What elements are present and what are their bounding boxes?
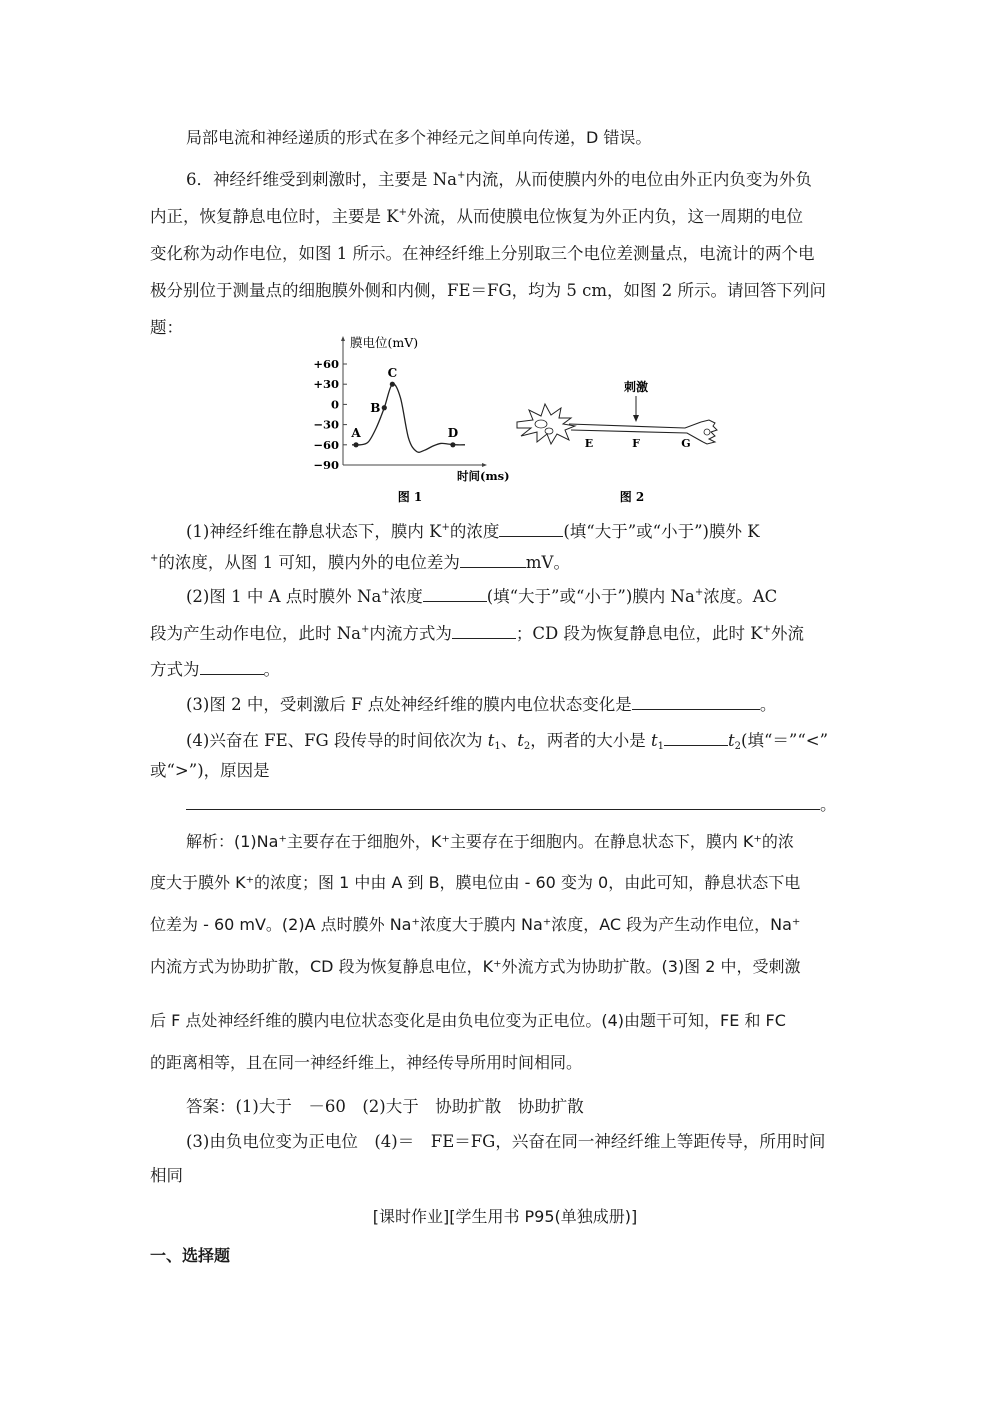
answer-line-3: 相同: [150, 1166, 183, 1185]
superscript: +: [361, 624, 370, 635]
answer-blank[interactable]: [423, 585, 487, 602]
stem-text: 神经纤维受到刺激时，主要是 Na: [213, 170, 458, 189]
fig1-axes: [341, 336, 487, 467]
text: 外流: [770, 624, 804, 643]
question-stem-line-3: 变化称为动作电位，如图 1 所示。在神经纤维上分别取三个电位差测量点，电流计的两个电: [150, 244, 815, 263]
text: 浓度: [389, 587, 423, 606]
answer-line-2: (3)由负电位变为正电位 (4)＝ FE＝FG，兴奋在同一神经纤维上等距传导，所用时间: [186, 1132, 826, 1151]
fig1-y-tick-label: −60: [313, 437, 339, 452]
subscript: 2: [734, 741, 742, 752]
superscript: +: [150, 553, 159, 564]
subquestion-4-line-2: 或“>”)，原因是: [150, 761, 270, 780]
fig1-point-d: [450, 442, 455, 447]
subquestion-4-line-1: [150, 729, 860, 751]
fig1-y-tick-label: −90: [313, 458, 339, 472]
text: (填“大于”或“小于”)膜内 Na: [486, 587, 695, 606]
fig1-membrane-potential-curve: [352, 384, 465, 452]
fig2-caption: 图 2: [619, 490, 645, 504]
text: ，两者的大小是: [530, 731, 652, 750]
text: 、: [500, 731, 518, 750]
text: (填“＝”“<”: [741, 731, 829, 750]
text: 浓度。AC: [703, 587, 778, 606]
answer-blank[interactable]: [499, 520, 563, 537]
answer-blank[interactable]: [632, 693, 760, 710]
fig1-x-axis-label: 时间(ms): [457, 469, 510, 483]
figure-1-action-potential-graph: [300, 330, 520, 510]
subscript: 2: [523, 741, 531, 752]
continuation-text: 局部电流和神经递质的形式在多个神经元之间单向传递，D 错误。: [186, 128, 652, 147]
subquestion-3: [150, 693, 860, 715]
question-stem-line-1: [150, 170, 860, 190]
nucleus-icon: [535, 420, 547, 428]
fig1-point-label: C: [387, 366, 398, 381]
fig1-point-a: [353, 442, 358, 447]
analysis-line-3: 位差为 - 60 mV。(2)A 点时膜外 Na⁺浓度大于膜内 Na⁺浓度，AC 段为产生动作电位，Na⁺: [150, 915, 801, 934]
fig1-point-label: D: [447, 425, 459, 440]
superscript: +: [694, 587, 704, 598]
fig1-y-tick-label: +60: [313, 357, 339, 371]
figure-2-neuron-diagram: [505, 360, 745, 510]
superscript: +: [441, 522, 450, 533]
text: 。: [759, 695, 777, 714]
section-reference: [课时作业][学生用书 P95(单独成册)]: [372, 1207, 638, 1226]
text: (填“大于”或“小于”)膜外 K: [563, 522, 760, 541]
point-label-f: F: [632, 437, 640, 450]
fig1-y-tick-label: 0: [330, 397, 339, 412]
text: 的浓度: [449, 522, 500, 541]
answer-blank[interactable]: [664, 729, 728, 746]
analysis-line-4: 内流方式为协助扩散，CD 段为恢复静息电位，K⁺外流方式为协助扩散。(3)图 2 中，受刺激: [150, 957, 801, 976]
analysis-line-5: 后 F 点处神经纤维的膜内电位状态变化是由负电位变为正电位。(4)由题干可知，FE 和 FC: [150, 1011, 786, 1030]
answer-blank[interactable]: [200, 658, 264, 675]
text: (2)图 1 中 A 点时膜外 Na: [186, 587, 382, 606]
var-t: t: [651, 731, 658, 750]
subquestion-2-line-1: [150, 585, 860, 607]
fig1-caption: 图 1: [397, 490, 423, 504]
text: 段为产生动作电位，此时 Na: [150, 624, 362, 643]
answer-line-1: 答案：(1)大于 －60 (2)大于 协助扩散 协助扩散: [186, 1097, 584, 1116]
fig1-y-tick-label: −30: [313, 417, 339, 432]
answer-blank[interactable]: [452, 622, 516, 639]
fig1-y-arrow-icon: [341, 336, 345, 341]
subquestion-2-line-2: [150, 622, 860, 644]
text: 。: [820, 795, 837, 814]
subquestion-1-line-1: [150, 520, 860, 542]
fig1-point-b: [382, 405, 387, 410]
point-label-g: G: [681, 437, 691, 450]
var-t: t: [517, 731, 524, 750]
subscript: 1: [657, 741, 665, 752]
subquestion-2-line-3: [150, 658, 860, 680]
var-t: t: [487, 731, 495, 750]
question-stem-line-5: 题：: [150, 318, 183, 337]
fig1-points: [350, 366, 458, 447]
question-number: 6．: [186, 170, 213, 189]
superscript: +: [457, 170, 466, 181]
question-stem-line-2: [150, 207, 860, 227]
analysis-line-1: 解析：(1)Na⁺主要存在于细胞外，K⁺主要存在于细胞内。在静息状态下，膜内 K⁺的浓: [186, 832, 794, 851]
text: 。: [263, 660, 280, 679]
fig1-point-label: B: [370, 400, 381, 415]
fig1-ticks: [313, 357, 347, 472]
text: (1)神经纤维在静息状态下，膜内 K: [186, 522, 442, 541]
stem-text: 内正，恢复静息电位时，主要是 K: [150, 207, 399, 226]
section-heading: 一、选择题: [150, 1246, 231, 1265]
superscript: +: [381, 587, 390, 598]
stem-text: 外流，从而使膜电位恢复为外正内负，这一周期的电位: [406, 207, 803, 226]
text: 内流方式为: [369, 624, 452, 643]
text: (3)图 2 中，受刺激后 F 点处神经纤维的膜内电位状态变化是: [186, 695, 632, 714]
analysis-line-6: 的距离相等，且在同一神经纤维上，神经传导所用时间相同。: [150, 1053, 583, 1072]
subquestion-4-line-3: [150, 793, 860, 815]
superscript: +: [398, 207, 407, 218]
answer-blank-reason[interactable]: [186, 793, 820, 810]
stem-text: 内流，从而使膜内外的电位由外正内负变为外负: [465, 170, 812, 189]
subquestion-1-line-2: [150, 551, 860, 573]
text: (4)兴奋在 FE、FG 段传导的时间依次为: [186, 731, 488, 750]
text: mV。: [525, 553, 570, 572]
fig1-y-axis-label: 膜电位(mV): [350, 335, 419, 350]
analysis-line-2: 度大于膜外 K⁺的浓度；图 1 中由 A 到 B，膜电位由 - 60 变为 0，由此可知，静息状态下电: [150, 873, 801, 892]
superscript: +: [762, 624, 771, 635]
fig1-x-arrow-icon: [482, 463, 487, 467]
arrow-head-icon: [633, 415, 639, 422]
axon-fiber: [569, 422, 701, 428]
text: ；CD 段为恢复静息电位，此时 K: [515, 624, 763, 643]
subscript: 1: [494, 741, 501, 752]
answer-blank[interactable]: [460, 551, 526, 568]
fig1-point-label: A: [351, 425, 361, 440]
fig1-point-c: [390, 382, 395, 387]
point-label-e: E: [584, 437, 594, 450]
question-stem-line-4: 极分别位于测量点的细胞膜外侧和内侧，FE＝FG，均为 5 cm，如图 2 所示。请回答下列问: [150, 281, 826, 300]
text: 方式为: [150, 660, 200, 679]
var-t: t: [728, 731, 735, 750]
fig1-y-tick-label: +30: [313, 377, 339, 392]
axon-terminal-icon: [701, 420, 717, 444]
stimulus-label: 刺激: [623, 380, 649, 394]
neuron-cell-body-icon: [517, 404, 575, 444]
text: 的浓度，从图 1 可知，膜内外的电位差为: [158, 553, 460, 572]
